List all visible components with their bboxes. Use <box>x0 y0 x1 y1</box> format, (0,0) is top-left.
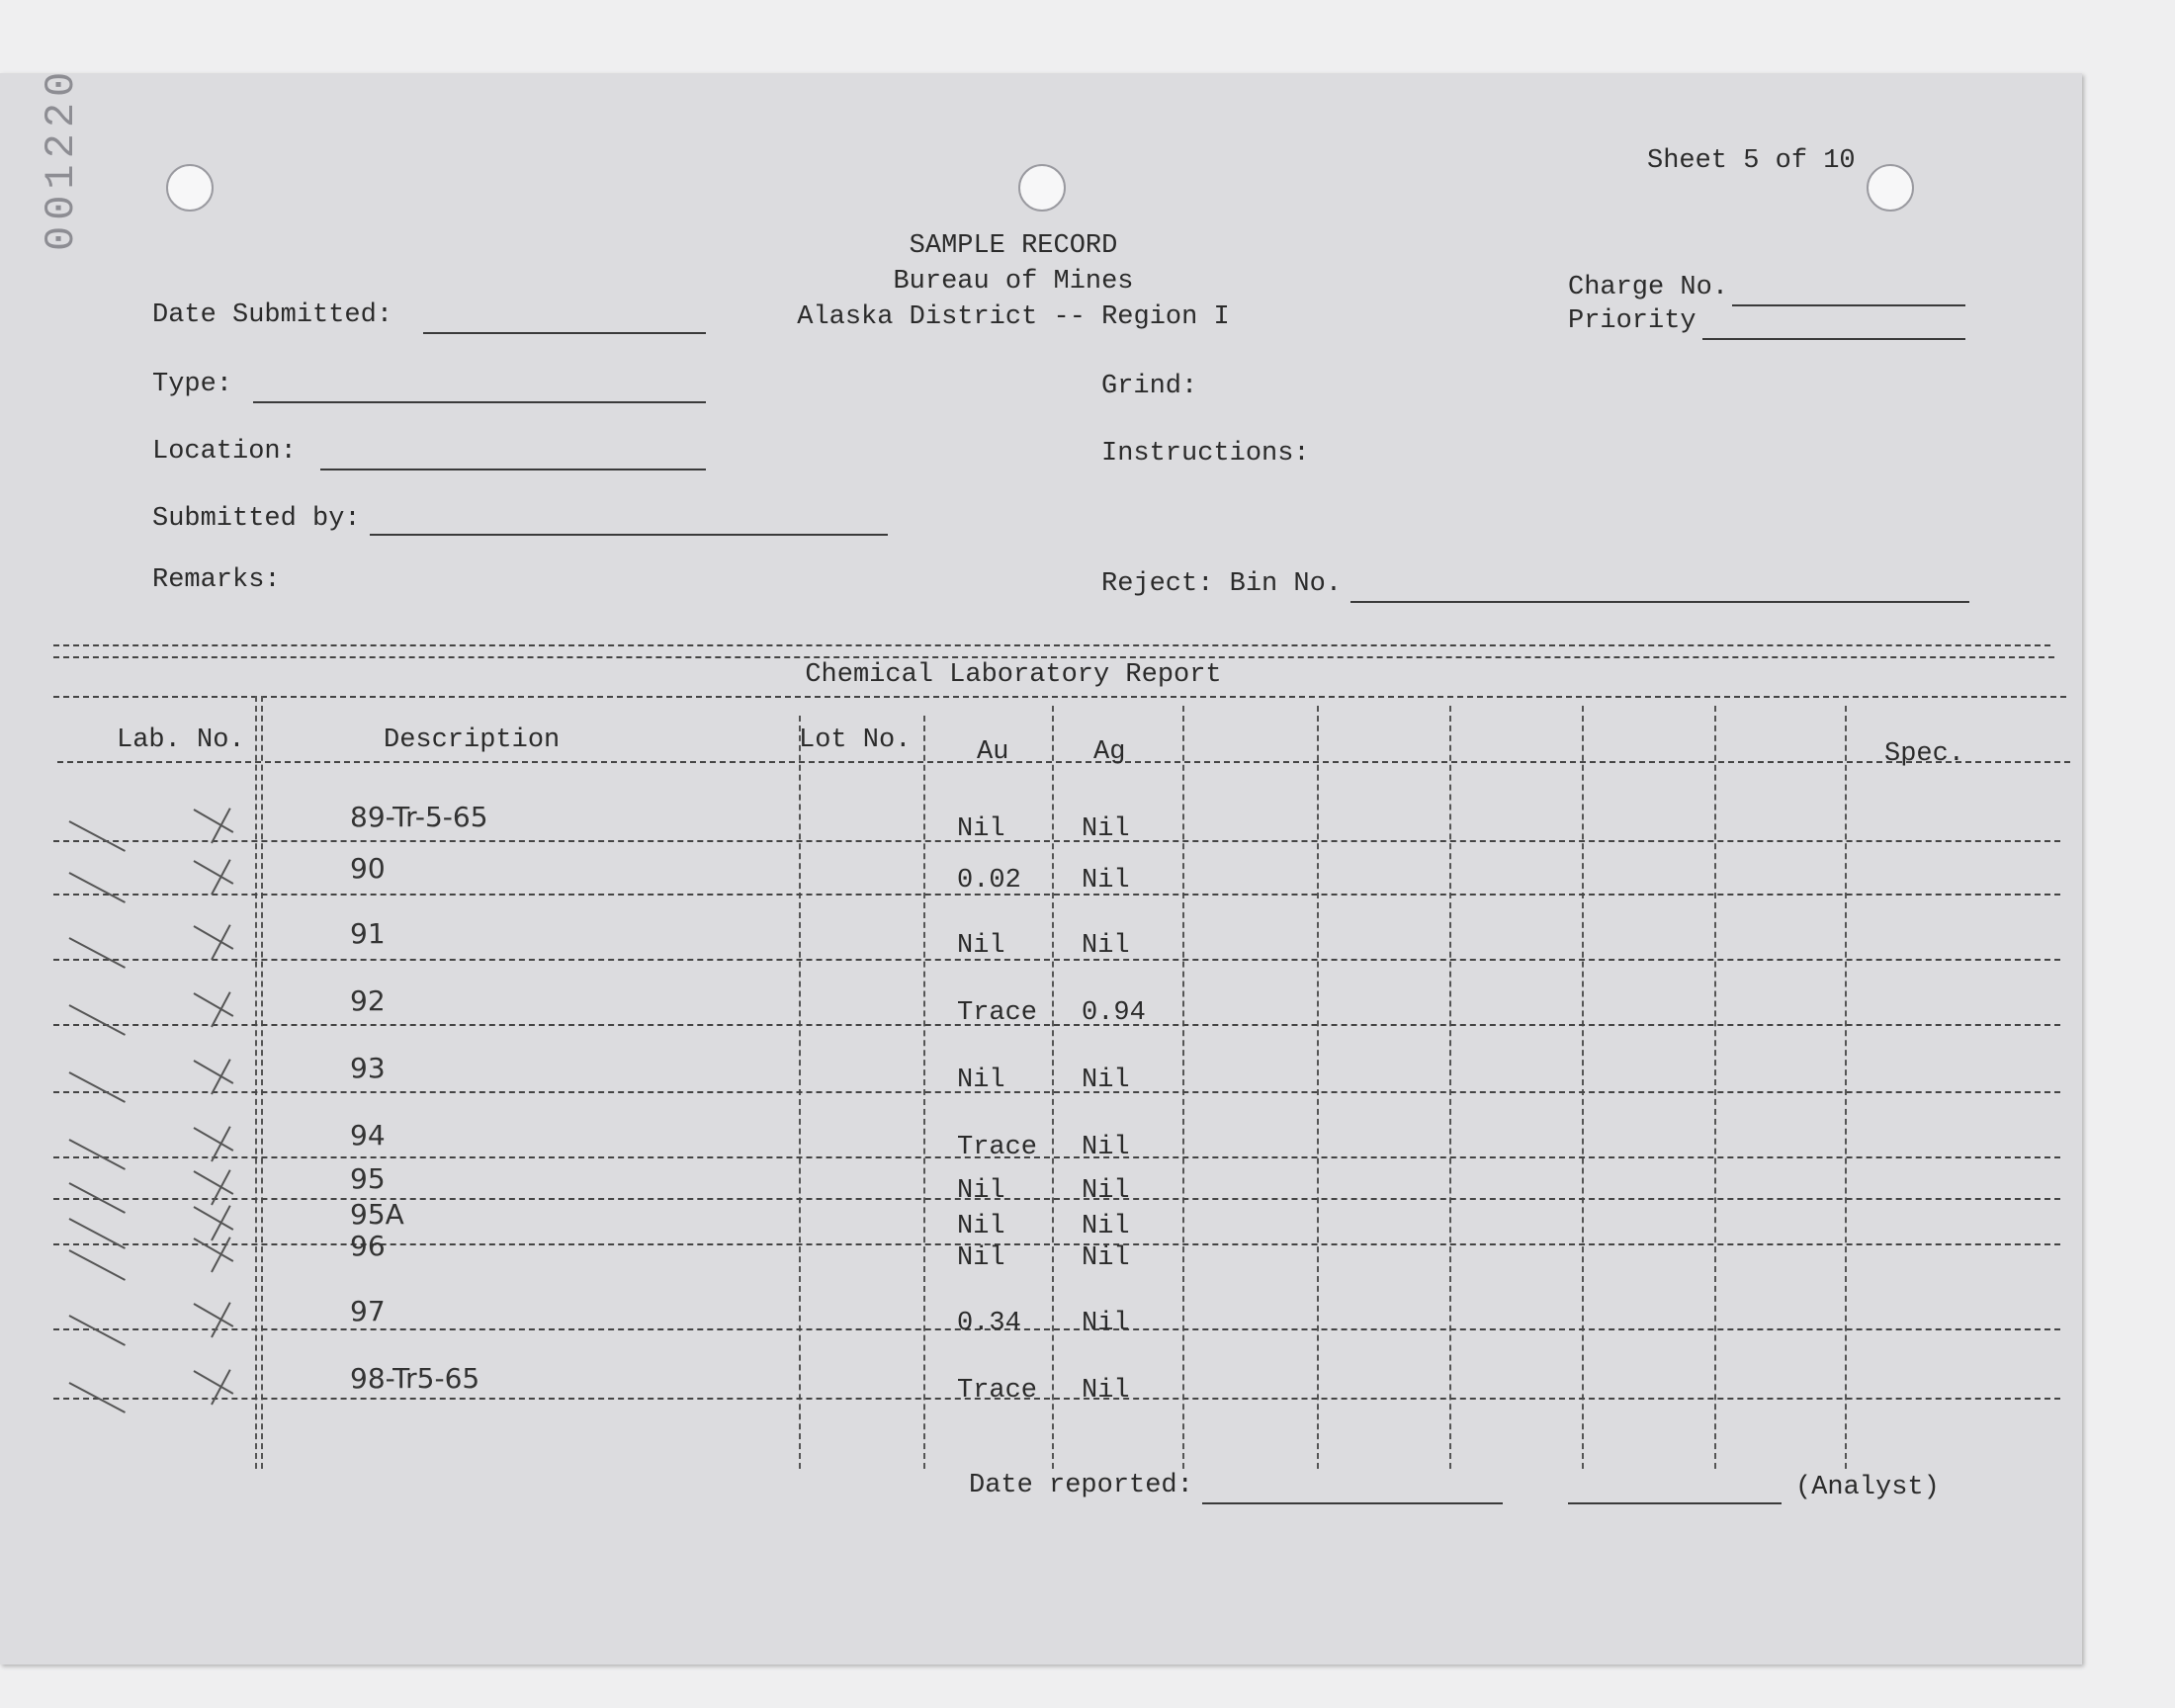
reject-bin-label: Reject: Bin No. <box>1101 569 1343 599</box>
separator-line-2 <box>53 656 2054 658</box>
report-title: Chemical Laboratory Report <box>805 660 1222 690</box>
col-divider-c2 <box>1449 706 1451 1469</box>
row-description: 94 <box>350 1119 386 1152</box>
row-ag-value: Nil <box>1082 1376 1130 1406</box>
col-header-description: Description <box>384 726 561 755</box>
col-divider-c1 <box>1317 706 1319 1469</box>
row-ag-value: Nil <box>1082 814 1130 844</box>
row-au-value: 0.34 <box>957 1309 1021 1338</box>
row-au-value: Nil <box>957 931 1005 961</box>
charge-no-line <box>1732 304 1965 306</box>
row-description: 93 <box>350 1052 386 1084</box>
col-divider-au <box>1052 706 1054 1469</box>
document-stamp-number: 001220 <box>38 65 85 251</box>
row-au-value: 0.02 <box>957 866 1021 896</box>
row-divider-line <box>53 1328 2060 1330</box>
row-divider-line <box>53 1091 2060 1093</box>
submitted-by-label: Submitted by: <box>152 504 361 534</box>
col-divider-c4 <box>1714 706 1716 1469</box>
cross-mark-icon <box>211 1237 231 1272</box>
sample-record-sheet <box>0 65 2082 1665</box>
row-description: 97 <box>350 1295 386 1327</box>
priority-label: Priority <box>1568 306 1696 336</box>
row-description: 95 <box>350 1162 386 1195</box>
type-label: Type: <box>152 370 233 399</box>
col-divider-c3 <box>1582 706 1584 1469</box>
date-submitted-line <box>423 332 706 334</box>
row-au-value: Nil <box>957 1212 1005 1241</box>
separator-line-1 <box>53 644 2050 646</box>
row-ag-value: Nil <box>1082 1243 1130 1273</box>
instructions-label: Instructions: <box>1101 439 1310 469</box>
cross-mark-icon <box>211 859 231 895</box>
cross-mark-icon <box>211 1059 231 1094</box>
row-ag-value: Nil <box>1082 931 1130 961</box>
row-divider-line <box>53 1398 2060 1400</box>
row-description: 90 <box>350 852 386 885</box>
row-divider-line <box>53 959 2060 961</box>
cross-mark-icon <box>211 924 231 960</box>
col-header-spec: Spec. <box>1884 739 1965 769</box>
row-divider-line <box>53 840 2060 842</box>
table-header-line <box>57 761 2070 763</box>
agency-name: Bureau of Mines <box>893 267 1134 297</box>
row-description: 92 <box>350 984 386 1017</box>
cross-mark-icon <box>211 1369 231 1405</box>
row-ag-value: Nil <box>1082 1176 1130 1206</box>
col-divider-lab <box>255 696 257 1469</box>
check-mark-icon <box>69 1071 126 1103</box>
table-top-line <box>53 696 2066 698</box>
check-mark-icon <box>69 1139 126 1170</box>
date-submitted-label: Date Submitted: <box>152 300 393 330</box>
cross-mark-icon <box>211 1205 231 1240</box>
row-ag-value: 0.94 <box>1082 998 1146 1028</box>
location-line <box>320 469 706 470</box>
row-description: 89-Tr-5-65 <box>350 801 488 833</box>
row-description: 95A <box>350 1198 404 1231</box>
cross-mark-icon <box>211 1169 231 1205</box>
row-au-value: Nil <box>957 814 1005 844</box>
row-au-value: Trace <box>957 1133 1038 1162</box>
row-description: 91 <box>350 917 386 950</box>
row-description: 98-Tr5-65 <box>350 1362 480 1395</box>
punch-hole-right <box>1867 164 1914 212</box>
row-ag-value: Nil <box>1082 1133 1130 1162</box>
col-divider-c5 <box>1845 706 1847 1469</box>
row-au-value: Nil <box>957 1176 1005 1206</box>
check-mark-icon <box>69 872 126 903</box>
punch-hole-center <box>1018 164 1066 212</box>
charge-no-label: Charge No. <box>1568 273 1729 302</box>
analyst-line <box>1568 1502 1782 1504</box>
remarks-label: Remarks: <box>152 565 281 595</box>
col-divider-ag <box>1182 706 1184 1469</box>
check-mark-icon <box>69 1315 126 1346</box>
reject-bin-line <box>1350 601 1969 603</box>
row-divider-line <box>53 1024 2060 1026</box>
row-description: 96 <box>350 1230 386 1262</box>
cross-mark-icon <box>211 808 231 843</box>
analyst-label: (Analyst) <box>1795 1473 1940 1502</box>
row-au-value: Nil <box>957 1243 1005 1273</box>
location-label: Location: <box>152 437 297 467</box>
check-mark-icon <box>69 937 126 969</box>
row-divider-line <box>53 894 2060 896</box>
row-au-value: Trace <box>957 998 1038 1028</box>
form-title: SAMPLE RECORD <box>909 231 1118 261</box>
row-au-value: Trace <box>957 1376 1038 1406</box>
col-divider-lab-2 <box>261 696 263 1469</box>
cross-mark-icon <box>211 1302 231 1337</box>
col-header-lot-no: Lot No. <box>799 726 912 755</box>
type-line <box>253 401 706 403</box>
col-header-au: Au <box>977 737 1009 767</box>
cross-mark-icon <box>211 991 231 1027</box>
row-ag-value: Nil <box>1082 1066 1130 1095</box>
row-ag-value: Nil <box>1082 1309 1130 1338</box>
submitted-by-line <box>370 534 888 536</box>
date-reported-line <box>1202 1502 1503 1504</box>
grind-label: Grind: <box>1101 372 1198 401</box>
row-au-value: Nil <box>957 1066 1005 1095</box>
check-mark-icon <box>69 820 126 852</box>
check-mark-icon <box>69 1004 126 1036</box>
col-header-lab-no: Lab. No. <box>117 726 245 755</box>
priority-line <box>1702 338 1965 340</box>
sheet-label: Sheet 5 of 10 <box>1647 146 1856 176</box>
row-ag-value: Nil <box>1082 866 1130 896</box>
col-header-ag: Ag <box>1093 737 1126 767</box>
row-ag-value: Nil <box>1082 1212 1130 1241</box>
date-reported-label: Date reported: <box>969 1471 1193 1500</box>
punch-hole-left <box>166 164 214 212</box>
row-divider-line <box>53 1156 2060 1158</box>
district-name: Alaska District -- Region I <box>797 302 1230 332</box>
check-mark-icon <box>69 1249 126 1281</box>
